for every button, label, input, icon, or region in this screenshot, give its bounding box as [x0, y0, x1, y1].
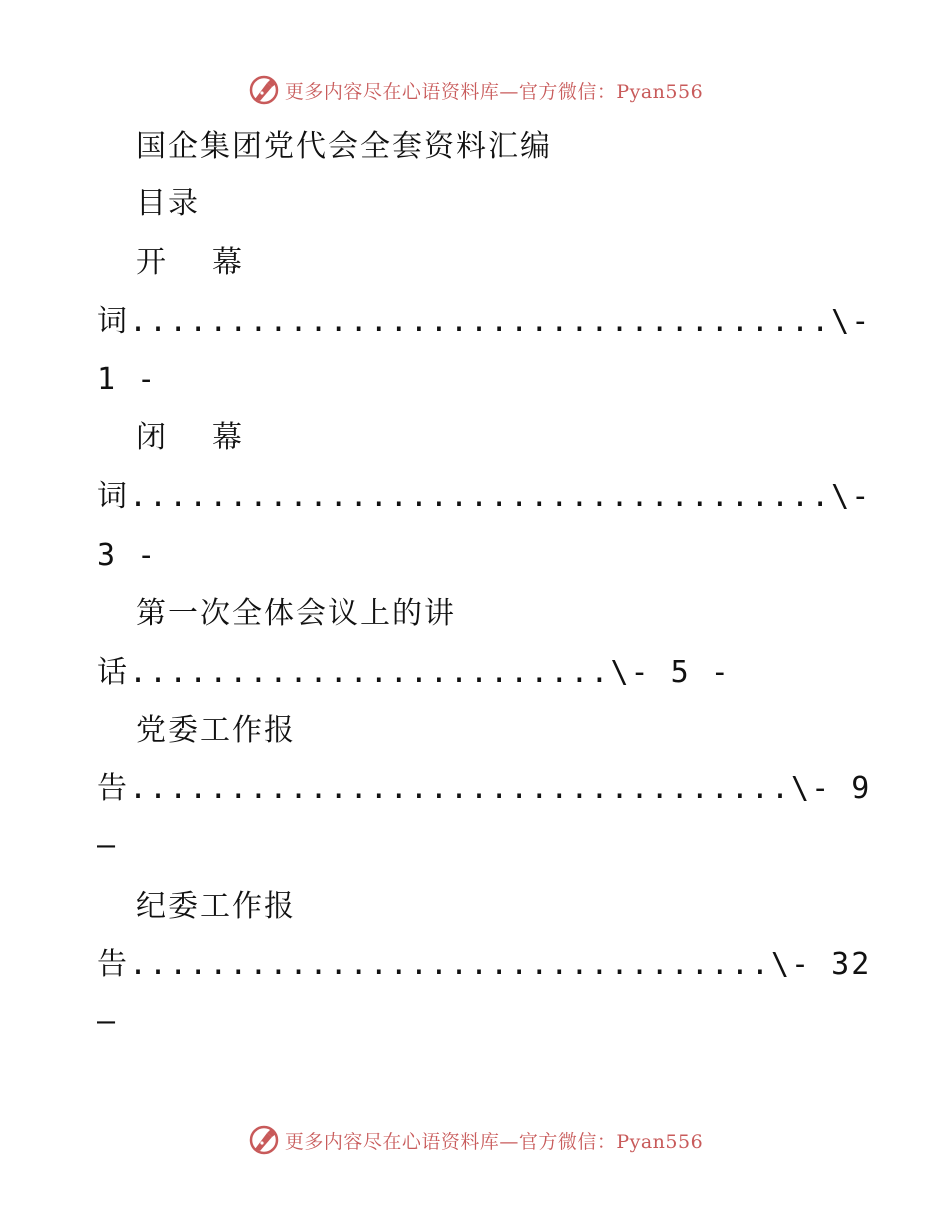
toc-entry-label: 第一次全体会议上的讲 — [136, 596, 456, 631]
toc-entry-label: 纪委工作报 — [136, 889, 296, 924]
top-watermark-banner — [0, 70, 950, 110]
toc-entry-page: – — [97, 1004, 118, 1039]
toc-entry-leader: 告.................................\- 9 — [97, 771, 872, 806]
toc-entry-leader: 话........................\- 5 - — [97, 655, 731, 690]
toc-entry-page: 1 - — [97, 362, 158, 397]
watermark-text: 更多内容尽在心语资料库—官方微信：Pyan556 — [284, 80, 704, 103]
toc-entry-leader: 告................................\- 32 — [97, 947, 872, 982]
toc-entry-page: – — [97, 828, 118, 863]
toc-entry-label: 党委工作报 — [136, 713, 296, 748]
toc-entry-label: 开 幕 — [136, 245, 257, 280]
toc-entry-leader: 词...................................\- — [97, 304, 872, 339]
pen-nib-logo-icon — [247, 1123, 281, 1157]
toc-heading: 目录 — [136, 186, 200, 221]
bottom-watermark-banner — [0, 1120, 950, 1160]
document-title: 国企集团党代会全套资料汇编 — [136, 129, 552, 164]
pen-nib-logo-icon — [247, 73, 281, 107]
toc-entry-page: 3 - — [97, 538, 158, 573]
toc-entry-leader: 词...................................\- — [97, 479, 872, 514]
toc-entry-label: 闭 幕 — [136, 420, 257, 455]
watermark-text: 更多内容尽在心语资料库—官方微信：Pyan556 — [284, 1130, 704, 1153]
